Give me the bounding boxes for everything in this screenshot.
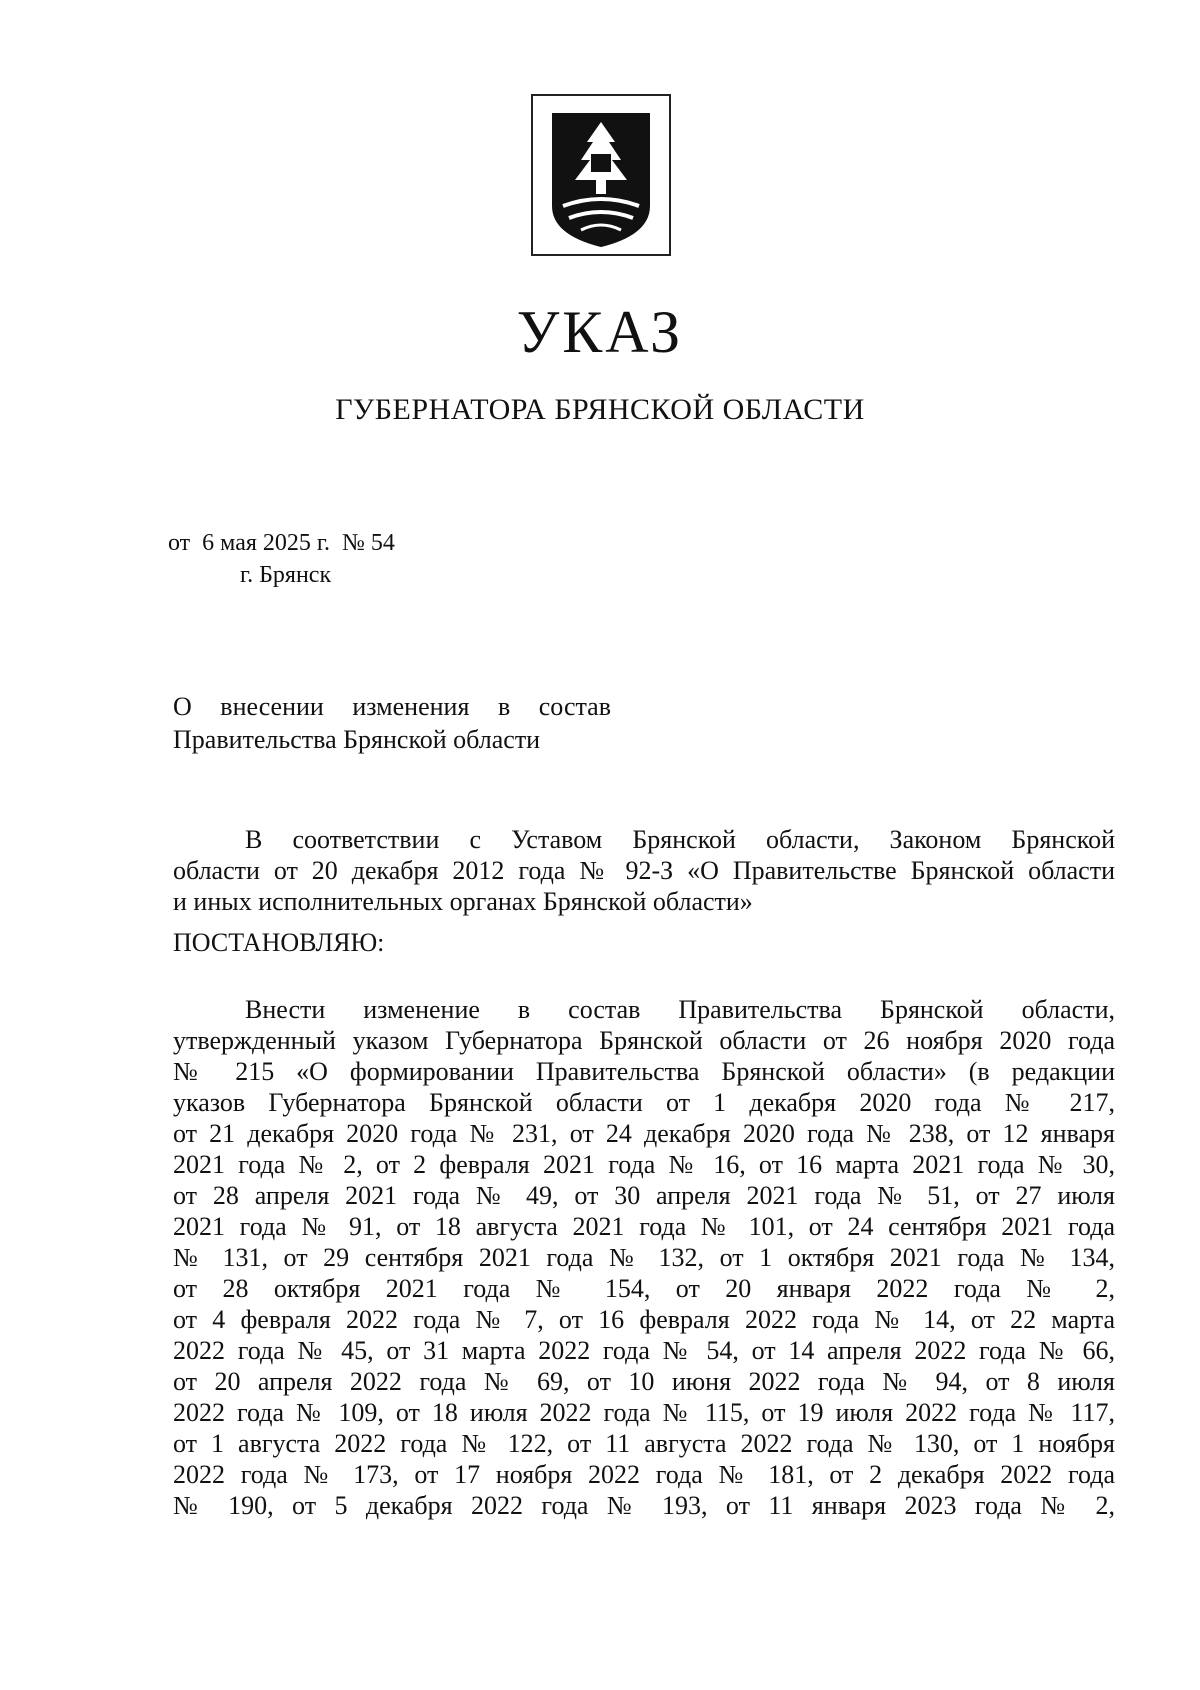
coat-of-arms-frame	[531, 94, 671, 256]
document-heading	[173, 690, 611, 756]
main-line: № 190, от 5 декабря 2022 года № 193, от 11 января 2023 года № 2,	[173, 1491, 1115, 1520]
main-line: утвержденный указом Губернатора Брянской области от 26 ноября 2020 года	[173, 1026, 1115, 1055]
main-line: № 131, от 29 сентября 2021 года № 132, от 1 октября 2021 года № 134,	[173, 1243, 1115, 1272]
main-paragraph	[173, 994, 1115, 1521]
main-line: 2022 года № 173, от 17 ноября 2022 года № 181, от 2 декабря 2022 года	[173, 1460, 1115, 1489]
preamble-paragraph	[173, 824, 1115, 917]
heading-line: Правительства Брянской области	[173, 725, 541, 754]
document-title: УКАЗ	[516, 299, 684, 365]
document-subtitle: ГУБЕРНАТОРА БРЯНСКОЙ ОБЛАСТИ	[335, 393, 865, 426]
main-line: от 4 февраля 2022 года № 7, от 16 февраля 2022 года № 14, от 22 марта	[173, 1305, 1115, 1334]
main-line: от 21 декабря 2020 года № 231, от 24 декабря 2020 года № 238, от 12 января	[173, 1119, 1115, 1148]
heading-line: О внесении изменения в состав	[173, 692, 611, 721]
main-line: 2022 года № 109, от 18 июля 2022 года № 115, от 19 июля 2022 года № 117,	[173, 1398, 1115, 1427]
main-line: 2021 года № 2, от 2 февраля 2021 года № 16, от 16 марта 2021 года № 30,	[173, 1150, 1115, 1179]
decree-word: ПОСТАНОВЛЯЮ:	[173, 928, 385, 957]
preamble-line: и иных исполнительных органах Брянской области»	[173, 887, 753, 916]
coat-of-arms-icon	[533, 96, 669, 254]
main-line: от 1 августа 2022 года № 122, от 11 августа 2022 года № 130, от 1 ноября	[173, 1429, 1115, 1458]
main-line: указов Губернатора Брянской области от 1 декабря 2020 года № 217,	[173, 1088, 1115, 1117]
preamble-line: В соответствии с Уставом Брянской области, Законом Брянской	[245, 825, 1115, 854]
date-and-number: от 6 мая 2025 г. № 54	[168, 530, 395, 556]
main-line: от 28 октября 2021 года № 154, от 20 января 2022 года № 2,	[173, 1274, 1115, 1303]
main-line: от 20 апреля 2022 года № 69, от 10 июня 2022 года № 94, от 8 июля	[173, 1367, 1115, 1396]
main-line: 2022 года № 45, от 31 марта 2022 года № 54, от 14 апреля 2022 года № 66,	[173, 1336, 1115, 1365]
preamble-line: области от 20 декабря 2012 года № 92-З «О Правительстве Брянской области	[173, 856, 1115, 885]
city: г. Брянск	[240, 562, 332, 588]
main-line: 2021 года № 91, от 18 августа 2021 года № 101, от 24 сентября 2021 года	[173, 1212, 1115, 1241]
main-line: от 28 апреля 2021 года № 49, от 30 апреля 2021 года № 51, от 27 июля	[173, 1181, 1115, 1210]
main-line: № 215 «О формировании Правительства Брянской области» (в редакции	[173, 1057, 1115, 1086]
main-line: Внести изменение в состав Правительства Брянской области,	[245, 995, 1115, 1024]
